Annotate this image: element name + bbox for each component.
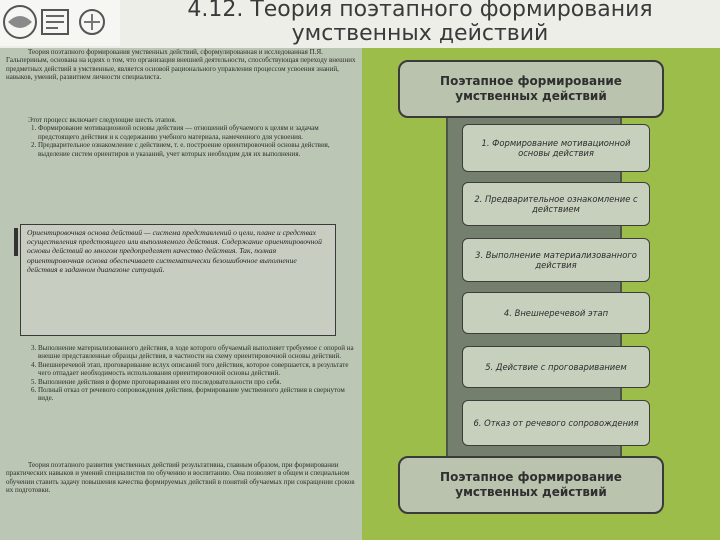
- diagram-title-bottom: Поэтапное формирование умственных действий: [398, 456, 664, 514]
- stage-box-1: 1. Формирование мотивационной основы действия: [462, 124, 650, 172]
- step-item: 5. Выполнение действия в форме проговаривания его последовательности про себя.: [38, 378, 356, 386]
- slide-header: [0, 0, 720, 48]
- step-item: 2. Предварительное ознакомление с действием, т. е. построение ориентировочной основы действия, выделение систем ориентиров и указаний, учет которых необходим для их выполнения.: [38, 141, 356, 158]
- slide-title: 4.12. Теория поэтапного формирования умственных действий: [187, 0, 653, 46]
- step-item: 3. Выполнение материализованного действия, в ходе которого обучаемый выполняет требуемое с опорой на внешне представленные образцы действия, в частности на схему ориентировочной основы действий.: [38, 344, 356, 361]
- step-item: 6. Полный отказ от речевого сопровождения действия, формирование умственного действия в свернутом виде.: [38, 386, 356, 403]
- books-logo-icon: [0, 0, 120, 46]
- callout-text: Ориентировочная основа действий — система представлений о цели, плане и средствах осуществления предстоящего или выполняемого действия. Содержание ориентировочной основы действий во многом предопределяет качество действия. Так, полная ориентировочная основа обеспечивает систематически безошибочное выполнение действия в заданном диапазоне ситуаций.: [27, 228, 322, 274]
- stage-box-2: 2. Предварительное ознакомление с действием: [462, 182, 650, 226]
- callout-marker: [14, 228, 18, 256]
- diagram-title-top: Поэтапное формирование умственных действий: [398, 60, 664, 118]
- intro-paragraph: Теория поэтапного формирования умственных действий, сформулированная и исследованная П.Я. Гальпериным, основана на идеях о том, что организация внешней деятельности, способствующая переходу внешних предметных действий в умственные, является основой рационального управления процессом усвоения знаний, навыков, умений, развитием личности специалиста.: [6, 48, 356, 82]
- stage-box-3: 3. Выполнение материализованного действия: [462, 238, 650, 282]
- header-logo: [0, 0, 120, 46]
- scanned-text-page: [0, 48, 362, 540]
- steps-list-top: [6, 116, 356, 158]
- step-item: 1. Формирование мотивационной основы действия — отношений обучаемого к целям и задачам предстоящего действия и к содержанию учебного материала, намеченного для усвоения.: [38, 124, 356, 141]
- step-item: 4. Внешнеречевой этап, проговаривание вслух описаний того действия, которое совершается, в результате чего отпадает необходимость использования ориентировочной основы действий.: [38, 361, 356, 378]
- definition-callout: [20, 224, 336, 336]
- process-lead: Этот процесс включает следующие шесть этапов.: [28, 116, 177, 124]
- stage-box-5: 5. Действие с проговариванием: [462, 346, 650, 388]
- stage-box-6: 6. Отказ от речевого сопровождения: [462, 400, 650, 446]
- final-paragraph: Теория поэтапного развития умственных действий результативна, главным образом, при формировании практических навыков и умений специалистов по обучению и воспитанию. Она позволяет в общем и специальном обучении ставить задачу повышения качества формируемых действий в понятий обучаемых при сокращении сроков их подготовки.: [6, 461, 355, 495]
- stage-box-4: 4. Внешнеречевой этап: [462, 292, 650, 334]
- steps-list-bottom: [6, 344, 356, 403]
